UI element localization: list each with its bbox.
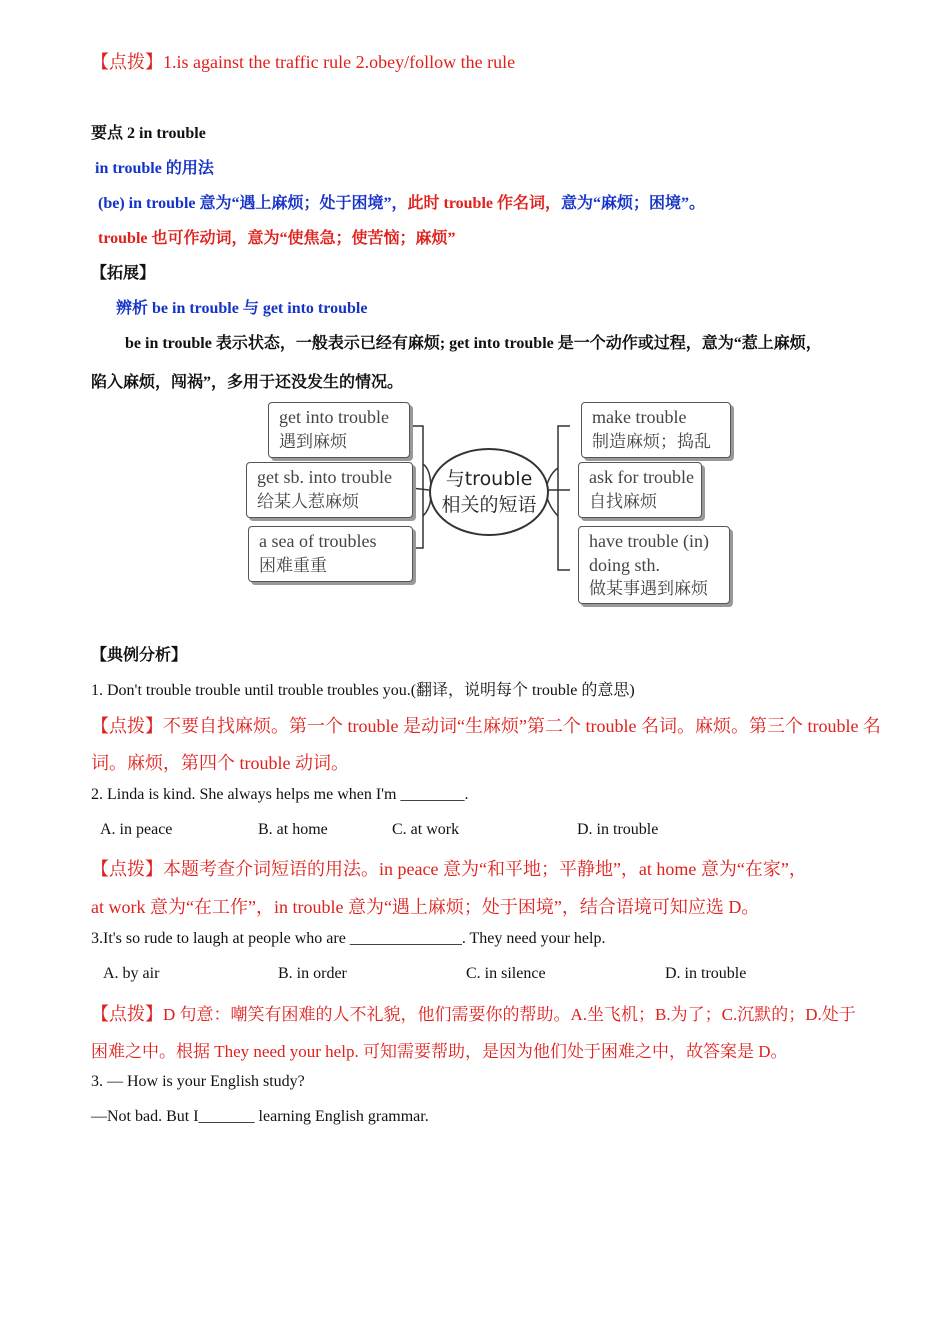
phrase-en: make trouble <box>592 407 687 427</box>
phrase-cn: 困难重重 <box>259 556 327 576</box>
extend-label: 【拓展】 <box>91 265 156 282</box>
tip-label: 【点拨】 <box>91 52 163 73</box>
extend-title: 辨析 be in trouble 与 get into trouble <box>116 300 368 317</box>
answer-2-line-1 <box>91 855 807 881</box>
question-4: 3. — How is your English study? <box>91 1073 305 1090</box>
q3-option-d: D. in trouble <box>665 965 747 982</box>
phrase-cn: 做某事遇到麻烦 <box>589 579 708 599</box>
phrase-cn: 遇到麻烦 <box>279 432 347 452</box>
answer-2-line-2: at work 意为“在工作”，in trouble 意为“遇上麻烦；处于困境”，结合语境可知应选 D。 <box>91 897 760 917</box>
question-2: 2. Linda is kind. She always helps me when I'm ________. <box>91 786 469 803</box>
phrase-a-sea-of-troubles <box>248 526 413 582</box>
phrase-have-trouble-in <box>578 526 730 604</box>
answer-1-line-2: 词。麻烦，第四个 trouble 动词。 <box>91 753 349 773</box>
phrase-make-trouble <box>581 402 731 458</box>
answer-3-line-2: 困难之中。根据 They need your help. 可知需要帮助，是因为他们处于困难之中，故答案是 D。 <box>91 1042 788 1061</box>
phrase-en: ask for trouble <box>589 467 694 487</box>
phrase-cn: 给某人惹麻烦 <box>257 492 359 512</box>
mindmap-center <box>429 448 549 536</box>
phrase-en-2: doing sth. <box>589 555 661 575</box>
tip-line-1 <box>91 48 515 74</box>
usage-l1c: 意为“麻烦；困境”。 <box>561 195 706 212</box>
center-line-2: 相关的短语 <box>441 494 537 516</box>
answer-label: 【点拨】 <box>91 859 163 880</box>
tip-text: 1.is against the traffic rule 2.obey/follow the rule <box>163 52 516 72</box>
phrase-cn: 自找麻烦 <box>589 492 657 512</box>
q3-option-b: B. in order <box>278 965 347 982</box>
phrase-get-sb-into-trouble <box>246 462 413 518</box>
answer-label: 【点拨】 <box>91 1004 163 1025</box>
examples-label: 【典例分析】 <box>91 647 188 664</box>
q3-option-c: C. in silence <box>466 965 546 982</box>
usage-title: in trouble 的用法 <box>95 160 214 177</box>
center-line-1: 与trouble <box>445 468 533 490</box>
q2-option-d: D. in trouble <box>577 821 659 838</box>
phrase-en: get sb. into trouble <box>257 467 392 487</box>
usage-line-1 <box>98 190 705 213</box>
extend-p1: be in trouble 表示状态，一般表示已经有麻烦; get into trouble 是一个动作或过程，意为“惹上麻烦， <box>125 335 822 352</box>
extend-p2: 陷入麻烦，闯祸”，多用于还没发生的情况。 <box>91 374 404 391</box>
question-1: 1. Don't trouble trouble until trouble troubles you.(翻译，说明每个 trouble 的意思) <box>91 682 635 699</box>
question-4-reply: —Not bad. But I_______ learning English grammar. <box>91 1108 429 1125</box>
phrase-en: a sea of troubles <box>259 531 377 551</box>
phrase-mindmap <box>243 398 738 610</box>
phrase-en: get into trouble <box>279 407 389 427</box>
answer-text: 不要自找麻烦。第一个 trouble 是动词“生麻烦”第二个 trouble 名词。麻烦。第三个 trouble 名 <box>163 716 881 736</box>
usage-l1a: (be) in trouble 意为“遇上麻烦；处于困境”， <box>98 195 408 212</box>
phrase-get-into-trouble <box>268 402 410 458</box>
question-3: 3.It's so rude to laugh at people who are ______________. They need your help. <box>91 930 606 947</box>
answer-text: D 句意：嘲笑有困难的人不礼貌，他们需要你的帮助。A.坐飞机；B.为了；C.沉默的；D.处于 <box>163 1005 856 1024</box>
answer-3-line-1 <box>91 1000 856 1026</box>
usage-line-2: trouble 也可作动词，意为“使焦急；使苦恼；麻烦” <box>98 230 456 247</box>
answer-1-line-1 <box>91 712 881 738</box>
q3-option-a: A. by air <box>103 965 160 982</box>
point-2-heading: 要点 2 in trouble <box>91 125 206 142</box>
answer-text: 本题考查介词短语的用法。in peace 意为“和平地；平静地”，at home 意为“在家”， <box>163 859 807 879</box>
phrase-cn: 制造麻烦；捣乱 <box>592 432 711 452</box>
q2-option-b: B. at home <box>258 821 328 838</box>
q2-option-a: A. in peace <box>100 821 173 838</box>
phrase-en: have trouble (in) <box>589 531 709 551</box>
q2-option-c: C. at work <box>392 821 460 838</box>
phrase-ask-for-trouble <box>578 462 702 518</box>
answer-label: 【点拨】 <box>91 716 163 737</box>
usage-l1b: 此时 trouble 作名词， <box>407 195 561 212</box>
